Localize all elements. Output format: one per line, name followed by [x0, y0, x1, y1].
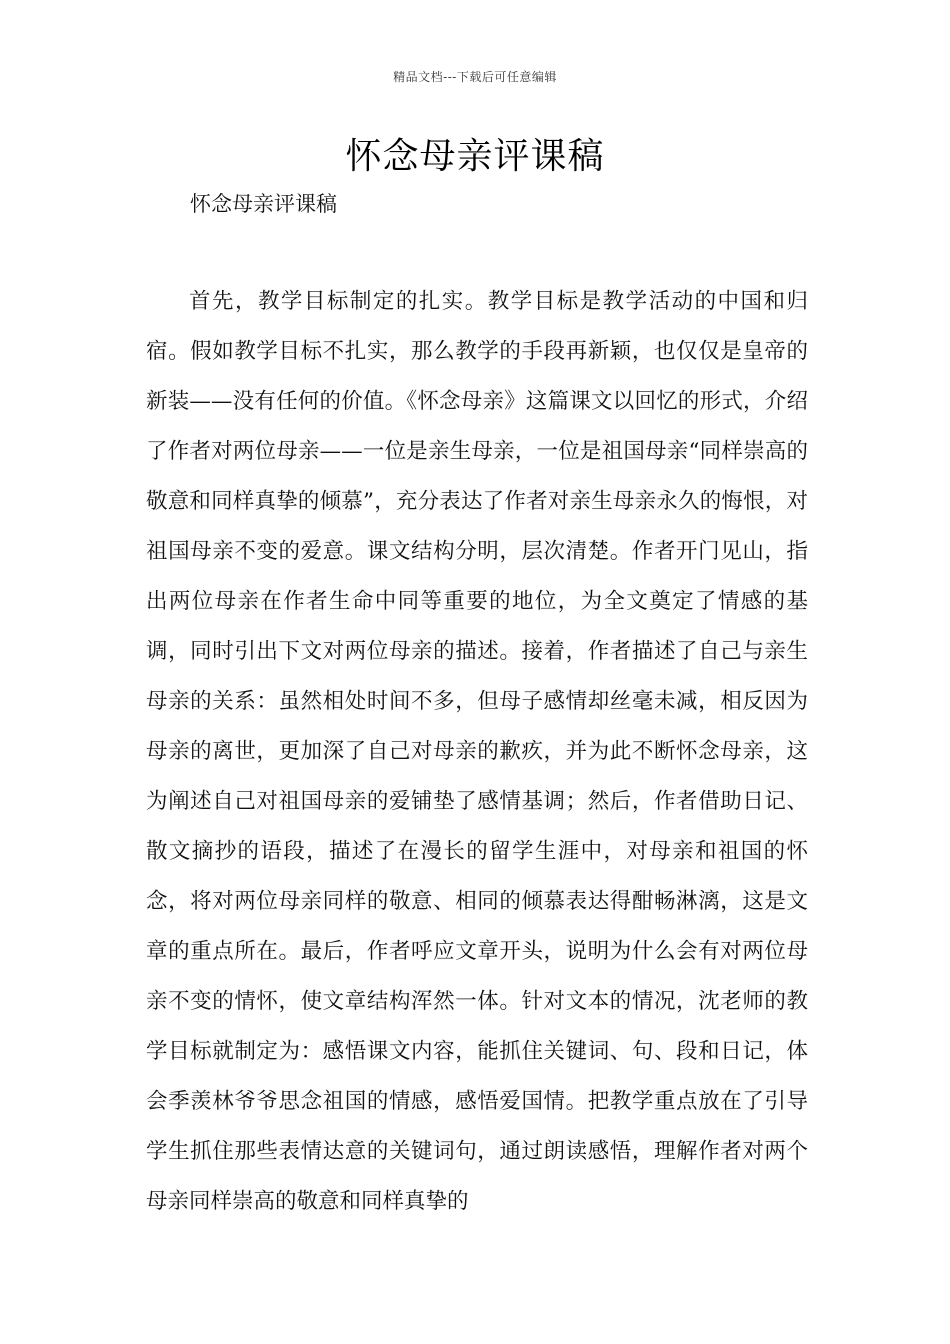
header-note: 精品文档---下载后可任意编辑 — [393, 70, 557, 84]
document-title: 怀念母亲评课稿 — [345, 136, 605, 177]
body-paragraph: 首先，教学目标制定的扎实。教学目标是教学活动的中国和归宿。假如教学目标不扎实，那么教学的手段再新颖，也仅仅是皇帝的新装——没有任何的价值。《怀念母亲》这篇课文以回忆的形式，介绍了作者对两位母亲——一位是亲生母亲，一位是祖国母亲“同样崇高的敬意和同样真挚的倾慕”，充分表达了作者对亲生母亲永久的悔恨，对祖国母亲不变的爱意。课文结构分明，层次清楚。作者开门见山，指出两位母亲在作者生命中同等重要的地位，为全文奠定了情感的基调，同时引出下文对两位母亲的描述。接着，作者描述了自己与亲生母亲的关系：虽然相处时间不多，但母子感情却丝毫未减，相反因为母亲的离世，更加深了自己对母亲的歉疚，并为此不断怀念母亲，这为阐述自己对祖国母亲的爱铺垫了感情基调；然后，作者借助日记、散文摘抄的语段，描述了在漫长的留学生涯中，对母亲和祖国的怀念，将对两位母亲同样的敬意、相同的倾慕表达得酣畅淋漓，这是文章的重点所在。最后，作者呼应文章开头，说明为什么会有对两位母亲不变的情怀，使文章结构浑然一体。针对文本的情况，沈老师的教学目标就制定为：感悟课文内容，能抓住关键词、句、段和日记，体会季羡林爷爷思念祖国的情感，感悟爱国情。把教学重点放在了引导学生抓住那些表情达意的关键词句，通过朗读感悟，理解作者对两个母亲同样崇高的敬意和同样真挚的 — [146, 289, 808, 1214]
document-subtitle: 怀念母亲评课稿 — [190, 192, 337, 216]
